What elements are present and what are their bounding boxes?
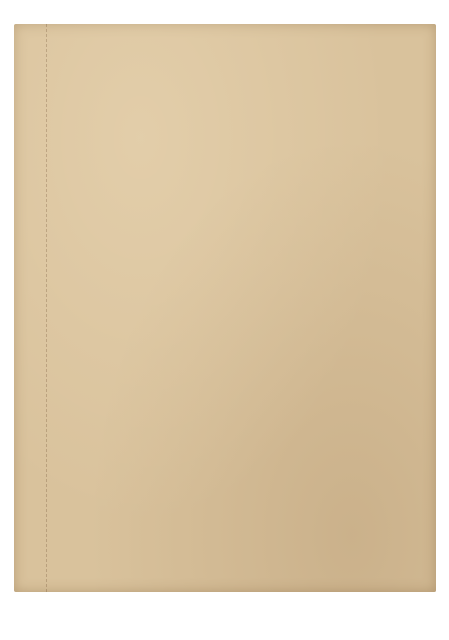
scanned-page [14,24,436,592]
top-columns [48,34,424,282]
bottom-text-block [48,314,424,562]
top-text-block [48,34,424,282]
bottom-columns [48,314,424,562]
margin-strip [16,24,47,592]
